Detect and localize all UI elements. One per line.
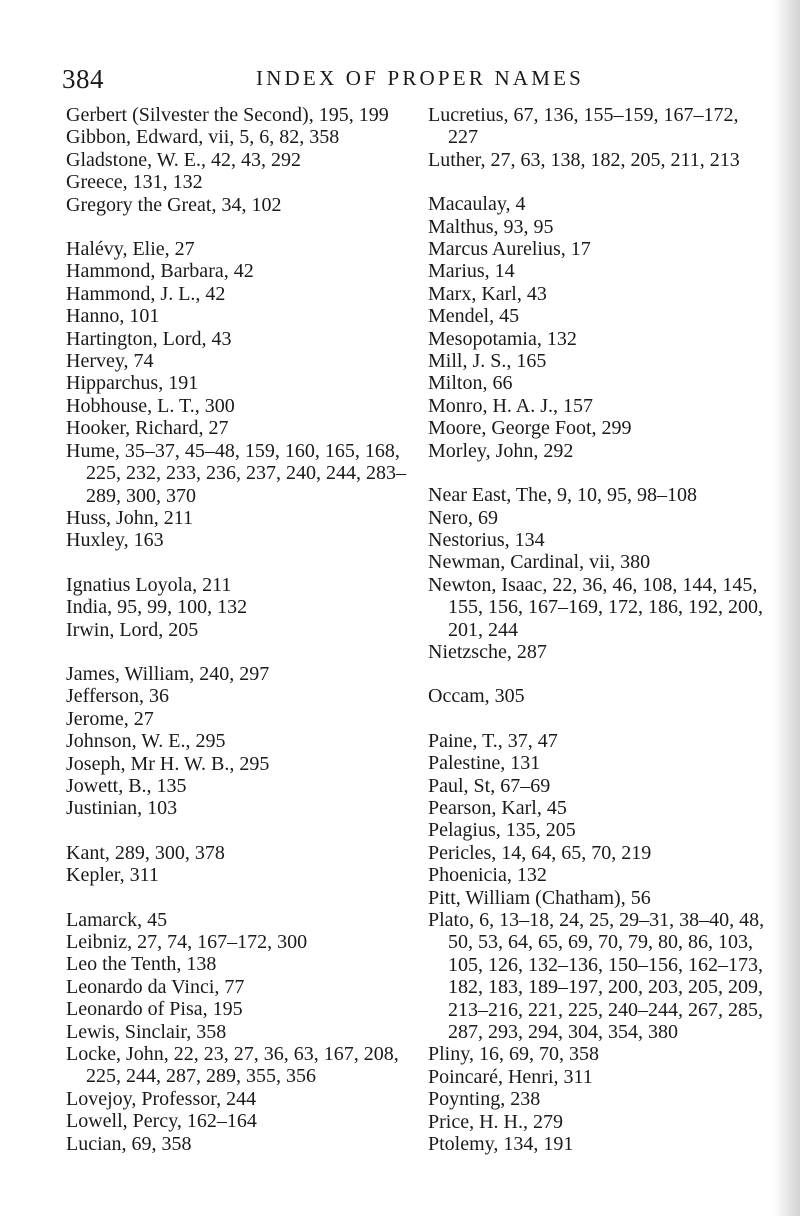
index-entry: Halévy, Elie, 27 xyxy=(66,238,195,261)
page-number: 384 xyxy=(62,64,104,94)
index-entry: Lucretius, 67, 136, 155–159, 167–172, 227 xyxy=(428,104,739,149)
index-entry: Kepler, 311 xyxy=(66,864,159,887)
letter-group xyxy=(428,104,768,171)
index-entry: Poincaré, Henri, 311 xyxy=(428,1065,593,1088)
index-entry: Marius, 14 xyxy=(428,260,515,283)
index-entry: Poynting, 238 xyxy=(428,1088,541,1111)
index-entry: Marx, Karl, 43 xyxy=(428,282,547,305)
index-entry: Mill, J. S., 165 xyxy=(428,350,547,373)
index-entry: Marcus Aurelius, 17 xyxy=(428,238,591,261)
index-entry: Mesopotamia, 132 xyxy=(428,327,577,350)
index-entry: Huss, John, 211 xyxy=(66,506,194,529)
index-entry: Lamarck, 45 xyxy=(66,908,168,931)
index-entry: Paine, T., 37, 47 xyxy=(428,729,558,752)
index-entry: Price, H. H., 279 xyxy=(428,1110,563,1133)
index-entry: Malthus, 93, 95 xyxy=(428,215,554,238)
letter-group xyxy=(66,909,406,1155)
letter-group xyxy=(428,193,768,462)
index-entry: Hume, 35–37, 45–48, 159, 160, 165, 168, 225, 232, 233, 236, 237, 240, 244, 283–289, 300, 370 xyxy=(66,439,406,507)
index-entry: Macaulay, 4 xyxy=(428,193,526,216)
letter-group xyxy=(428,484,768,663)
letter-group xyxy=(66,574,406,641)
index-entry: Nestorius, 134 xyxy=(428,528,545,551)
index-entry: Occam, 305 xyxy=(428,685,525,708)
index-entry: Irwin, Lord, 205 xyxy=(66,618,199,641)
letter-group-gap xyxy=(66,887,406,909)
letter-group xyxy=(66,842,406,887)
index-entry: Lovejoy, Professor, 244 xyxy=(66,1087,257,1110)
index-entry: Hanno, 101 xyxy=(66,305,160,328)
index-entry: Pericles, 14, 64, 65, 70, 219 xyxy=(428,841,652,864)
letter-group-gap xyxy=(66,820,406,842)
index-entry: Joseph, Mr H. W. B., 295 xyxy=(66,752,270,775)
index-entry: Hammond, Barbara, 42 xyxy=(66,260,254,283)
index-entry: Locke, John, 22, 23, 27, 36, 63, 167, 208, 225, 244, 287, 289, 355, 356 xyxy=(66,1043,399,1088)
index-entry: Nietzsche, 287 xyxy=(428,640,547,663)
letter-group-gap xyxy=(428,462,768,484)
index-entry: Phoenicia, 132 xyxy=(428,864,547,887)
index-entry: Ptolemy, 134, 191 xyxy=(428,1133,574,1156)
index-entry: James, William, 240, 297 xyxy=(66,662,270,685)
index-column-left xyxy=(66,104,406,1155)
index-entry: Gerbert (Silvester the Second), 195, 199 xyxy=(66,104,389,126)
index-entry: Luther, 27, 63, 138, 182, 205, 211, 213 xyxy=(428,148,740,171)
letter-group xyxy=(66,663,406,820)
index-entry: Johnson, W. E., 295 xyxy=(66,730,226,753)
index-entry: Gladstone, W. E., 42, 43, 292 xyxy=(66,148,301,171)
index-entry: Pearson, Karl, 45 xyxy=(428,796,567,819)
index-entry: Jefferson, 36 xyxy=(66,685,169,708)
index-entry: Lewis, Sinclair, 358 xyxy=(66,1020,227,1043)
index-column-right xyxy=(428,104,768,1155)
index-entry: Gregory the Great, 34, 102 xyxy=(66,193,282,216)
index-entry: Nero, 69 xyxy=(428,506,498,529)
index-entry: Morley, John, 292 xyxy=(428,439,574,462)
index-entry: Plato, 6, 13–18, 24, 25, 29–31, 38–40, 48, 50, 53, 64, 65, 69, 70, 79, 80, 86, 103, 105, 126, 132–136, 150–156, 162–173, 182, 183, 189–197, 200, 203, 205, 209, 213–216, 221, 225, 240–244, 267, 285, 287, 293, 294, 304, 354, 380 xyxy=(428,909,765,1044)
index-entry: Jerome, 27 xyxy=(66,707,154,730)
index-entry: Huxley, 163 xyxy=(66,529,164,552)
index-entry: Lucian, 69, 358 xyxy=(66,1132,192,1155)
index-entry: Justinian, 103 xyxy=(66,797,178,820)
index-entry: Leo the Tenth, 138 xyxy=(66,953,217,976)
index-entry: Pelagius, 135, 205 xyxy=(428,819,576,842)
letter-group-gap xyxy=(66,641,406,663)
index-entry: Hipparchus, 191 xyxy=(66,372,199,395)
index-entry: Gibbon, Edward, vii, 5, 6, 82, 358 xyxy=(66,126,340,149)
running-title: INDEX OF PROPER NAMES xyxy=(256,66,584,90)
index-entry: India, 95, 99, 100, 132 xyxy=(66,596,248,619)
index-entry: Hooker, Richard, 27 xyxy=(66,417,229,440)
index-entry: Paul, St, 67–69 xyxy=(428,774,551,797)
index-entry: Leonardo of Pisa, 195 xyxy=(66,998,243,1021)
index-entry: Pliny, 16, 69, 70, 358 xyxy=(428,1043,599,1066)
index-entry: Newman, Cardinal, vii, 380 xyxy=(428,551,651,574)
letter-group-gap xyxy=(428,171,768,193)
index-entry: Milton, 66 xyxy=(428,372,513,395)
letter-group xyxy=(66,104,406,216)
index-entry: Monro, H. A. J., 157 xyxy=(428,394,594,417)
index-entry: Hartington, Lord, 43 xyxy=(66,327,232,350)
letter-group-gap xyxy=(66,552,406,574)
index-entry: Moore, George Foot, 299 xyxy=(428,417,632,440)
index-entry: Lowell, Percy, 162–164 xyxy=(66,1110,257,1133)
index-entry: Hobhouse, L. T., 300 xyxy=(66,394,235,417)
letter-group-gap xyxy=(428,708,768,730)
index-entry: Leibniz, 27, 74, 167–172, 300 xyxy=(66,931,308,953)
page-header xyxy=(62,64,760,98)
letter-group-gap xyxy=(428,663,768,685)
letter-group xyxy=(428,730,768,1156)
index-entry: Ignatius Loyola, 211 xyxy=(66,573,232,596)
index-entry: Near East, The, 9, 10, 95, 98–108 xyxy=(428,484,698,507)
index-entry: Palestine, 131 xyxy=(428,752,541,775)
letter-group xyxy=(66,238,406,552)
index-entry: Kant, 289, 300, 378 xyxy=(66,841,225,864)
letter-group-gap xyxy=(66,216,406,238)
index-entry: Mendel, 45 xyxy=(428,305,520,328)
index-entry: Newton, Isaac, 22, 36, 46, 108, 144, 145, 155, 156, 167–169, 172, 186, 192, 200, 201, 244 xyxy=(428,573,763,641)
index-entry: Greece, 131, 132 xyxy=(66,171,203,194)
page-edge-shadow xyxy=(774,0,800,1216)
index-entry: Leonardo da Vinci, 77 xyxy=(66,975,245,998)
index-entry: Hervey, 74 xyxy=(66,350,154,373)
index-entry: Pitt, William (Chatham), 56 xyxy=(428,886,651,909)
index-entry: Jowett, B., 135 xyxy=(66,774,187,797)
index-entry: Hammond, J. L., 42 xyxy=(66,282,226,305)
letter-group xyxy=(428,685,768,707)
